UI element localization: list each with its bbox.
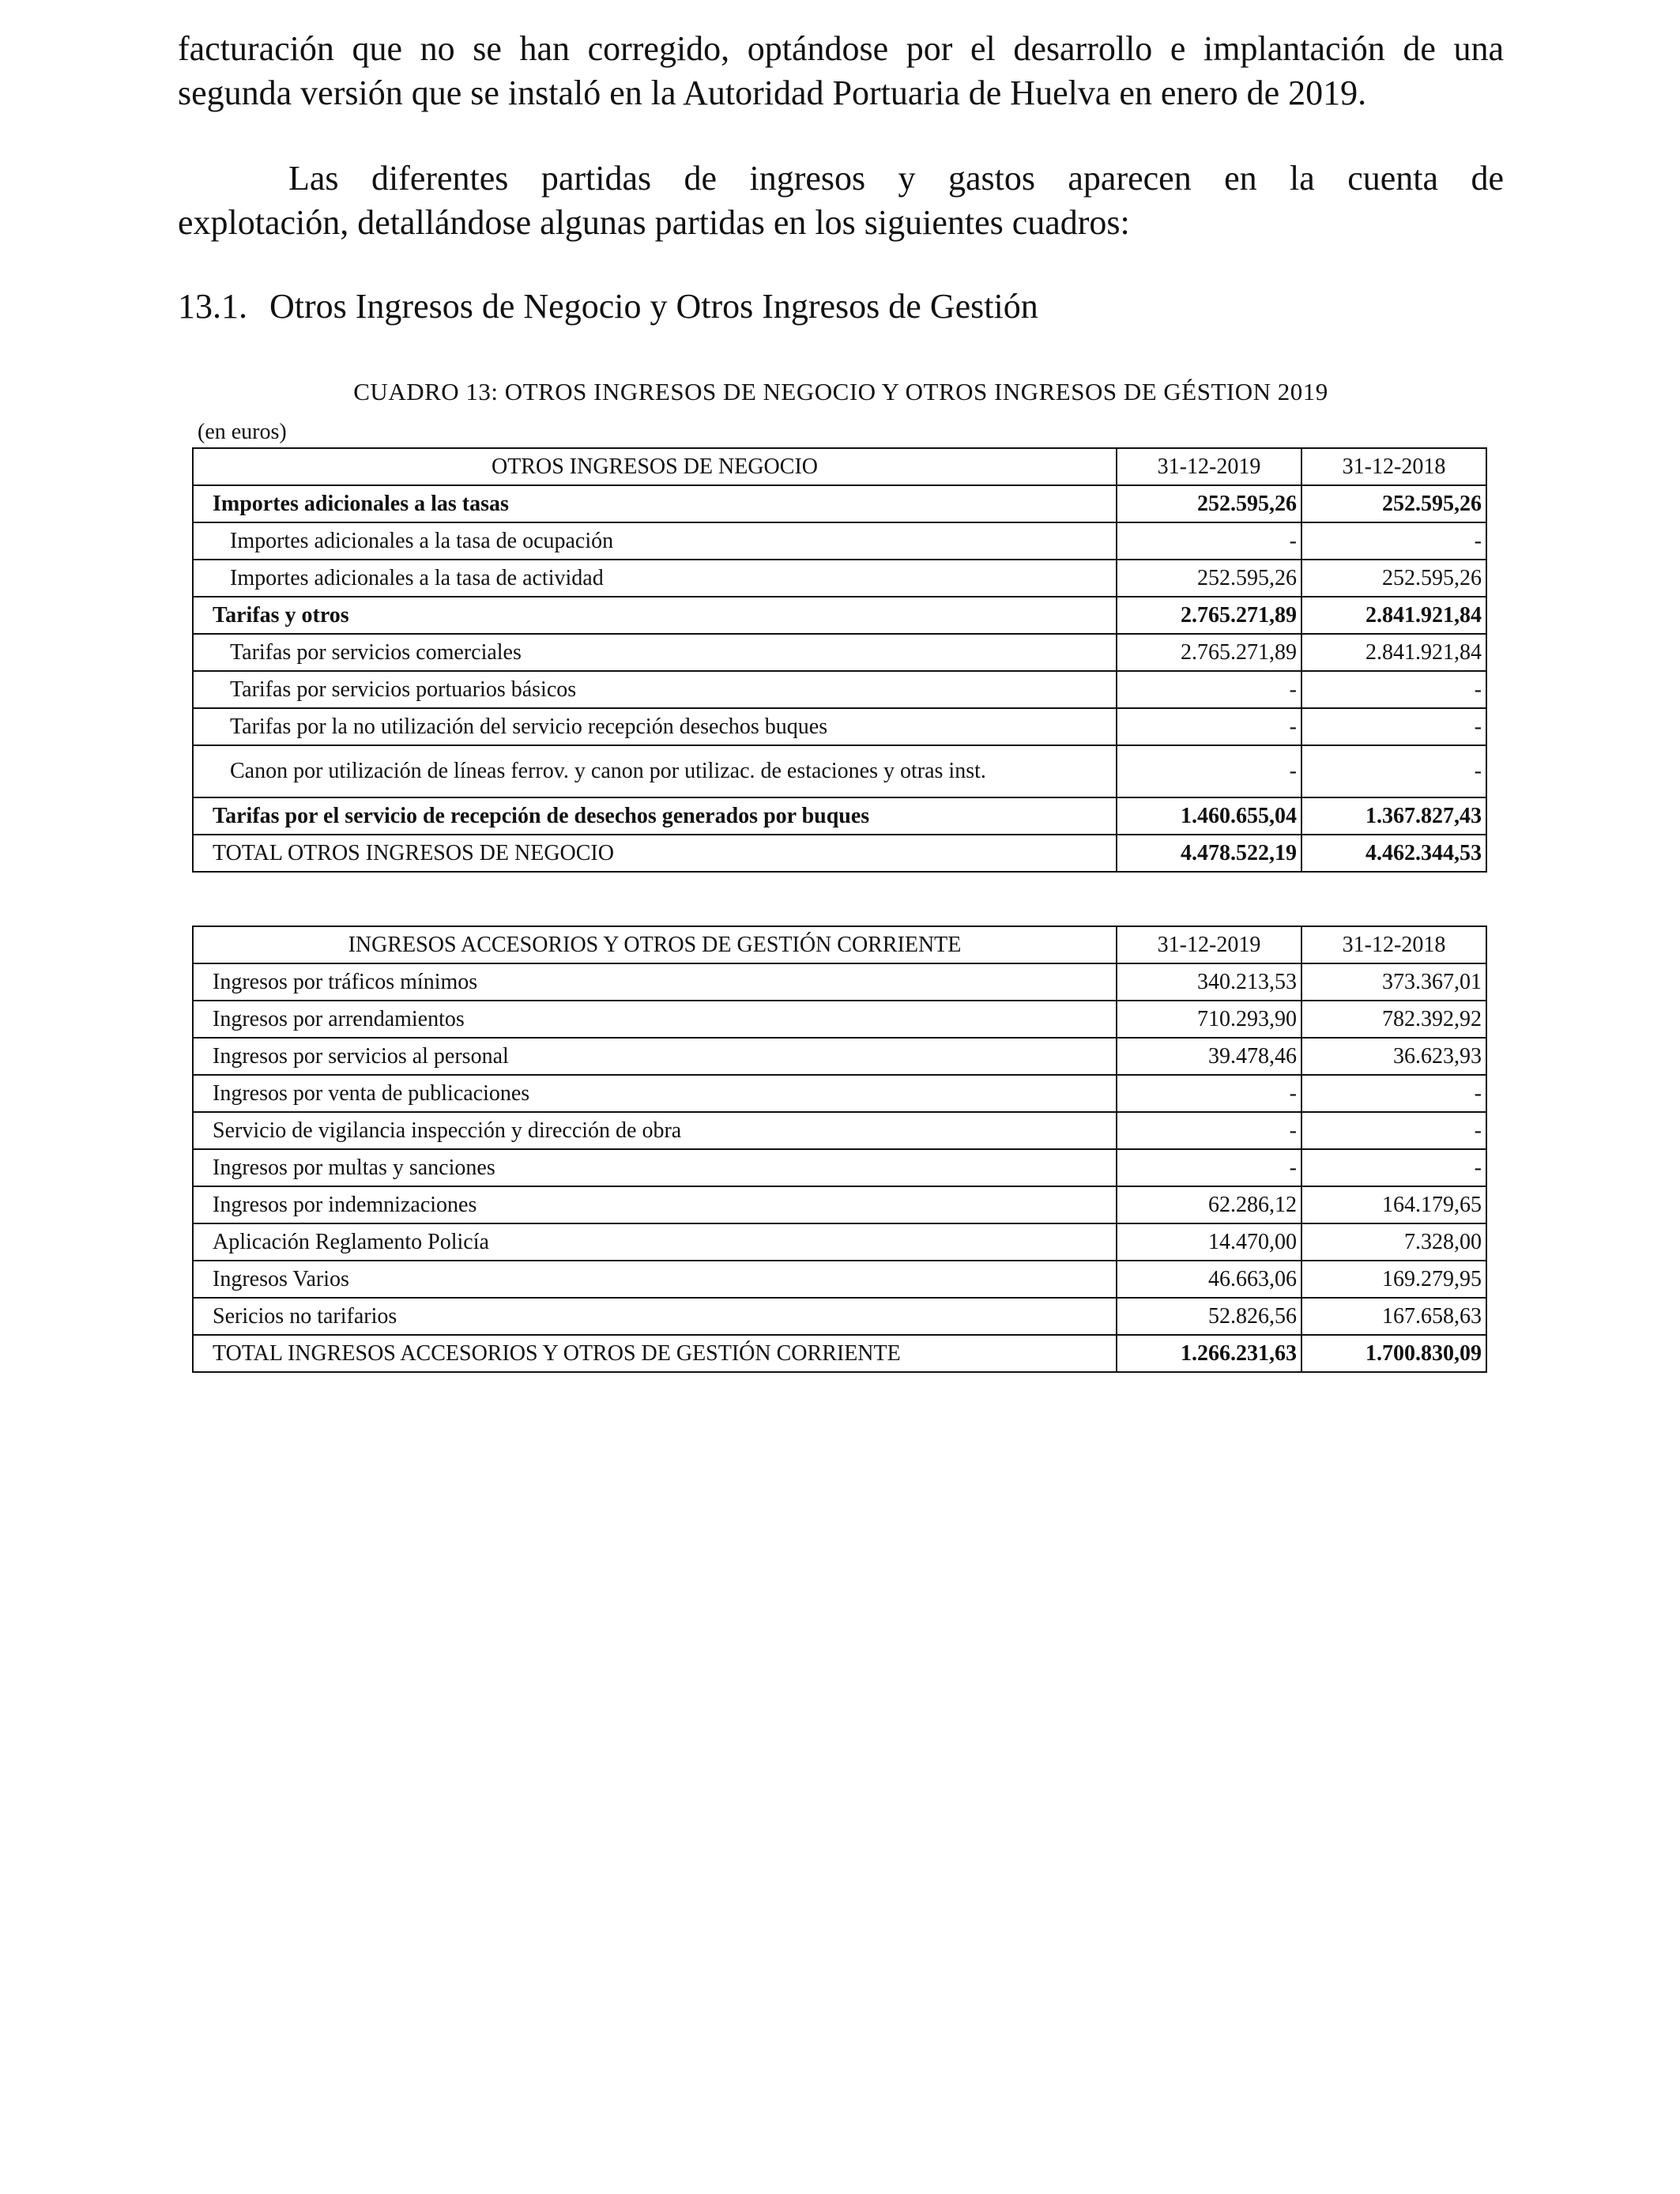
table-header-row (193, 448, 1486, 485)
row-label: Importes adicionales a la tasa de ocupación (193, 522, 1117, 560)
value-2018: - (1301, 1075, 1486, 1112)
value-2019: 2.765.271,89 (1117, 634, 1301, 671)
value-2019: - (1117, 708, 1301, 745)
explanation-paragraph (178, 156, 1504, 245)
value-2019: 52.826,56 (1117, 1298, 1301, 1335)
table-row (193, 1075, 1486, 1112)
value-2018: 2.841.921,84 (1301, 597, 1486, 634)
value-2018: - (1301, 1112, 1486, 1149)
value-2018: - (1301, 522, 1486, 560)
value-2018: - (1301, 708, 1486, 745)
value-2019: 1.266.231,63 (1117, 1335, 1301, 1372)
table-row (193, 1261, 1486, 1298)
value-2018: 7.328,00 (1301, 1223, 1486, 1261)
value-2019: - (1117, 1075, 1301, 1112)
value-2019: 14.470,00 (1117, 1223, 1301, 1261)
value-2018: 36.623,93 (1301, 1038, 1486, 1075)
value-2018: 2.841.921,84 (1301, 634, 1486, 671)
row-label: TOTAL INGRESOS ACCESORIOS Y OTROS DE GESTIÓN CORRIENTE (193, 1335, 1117, 1372)
row-label: Importes adicionales a las tasas (193, 485, 1117, 522)
explanation-paragraph-line-1: Las diferentes partidas de ingresos y gastos aparecen en la cuenta de (288, 159, 1504, 198)
row-label: Servicio de vigilancia inspección y dirección de obra (193, 1112, 1117, 1149)
explanation-paragraph-line-2: explotación, detallándose algunas partidas en los siguientes cuadros: (178, 203, 1130, 242)
row-label: Tarifas por servicios comerciales (193, 634, 1117, 671)
section-title: Otros Ingresos de Negocio y Otros Ingresos de Gestión (269, 287, 1038, 326)
ingresos-accesorios-table (192, 925, 1487, 1373)
row-label: TOTAL OTROS INGRESOS DE NEGOCIO (193, 835, 1117, 872)
table-row (193, 963, 1486, 1001)
units-note: (en euros) (198, 420, 287, 444)
row-label: Tarifas por la no utilización del servicio recepción desechos buques (193, 708, 1117, 745)
table-header-row (193, 926, 1486, 963)
row-label: Ingresos Varios (193, 1261, 1117, 1298)
value-2018: - (1301, 1149, 1486, 1186)
table-total-row (193, 835, 1486, 872)
table-row (193, 797, 1486, 835)
value-2019: 340.213,53 (1117, 963, 1301, 1001)
value-2019: 252.595,26 (1117, 560, 1301, 597)
table-row (193, 1112, 1486, 1149)
value-2018: - (1301, 671, 1486, 708)
table-row (193, 1038, 1486, 1075)
table-row (193, 671, 1486, 708)
row-label: Importes adicionales a la tasa de actividad (193, 560, 1117, 597)
table-row (193, 708, 1486, 745)
intro-paragraph (178, 27, 1504, 115)
table-row (193, 1223, 1486, 1261)
otros-ingresos-negocio-table (192, 447, 1487, 873)
value-2018: 169.279,95 (1301, 1261, 1486, 1298)
table-total-row (193, 1335, 1486, 1372)
row-label: Tarifas por servicios portuarios básicos (193, 671, 1117, 708)
row-label: Tarifas y otros (193, 597, 1117, 634)
value-2018: 252.595,26 (1301, 485, 1486, 522)
value-2019: 39.478,46 (1117, 1038, 1301, 1075)
row-label: Tarifas por el servicio de recepción de desechos generados por buques (193, 797, 1117, 835)
header-concept: INGRESOS ACCESORIOS Y OTROS DE GESTIÓN CORRIENTE (193, 926, 1117, 963)
value-2018: 164.179,65 (1301, 1186, 1486, 1223)
header-2018: 31-12-2018 (1301, 448, 1486, 485)
value-2019: 1.460.655,04 (1117, 797, 1301, 835)
value-2018: 373.367,01 (1301, 963, 1486, 1001)
table-row (193, 597, 1486, 634)
value-2018: 1.367.827,43 (1301, 797, 1486, 835)
table-row (193, 745, 1486, 797)
row-label: Ingresos por servicios al personal (193, 1038, 1117, 1075)
section-number: 13.1. (178, 287, 247, 326)
table-row (193, 1298, 1486, 1335)
header-2019: 31-12-2019 (1117, 926, 1301, 963)
value-2018: 167.658,63 (1301, 1298, 1486, 1335)
value-2018: 1.700.830,09 (1301, 1335, 1486, 1372)
table-row (193, 634, 1486, 671)
header-2018: 31-12-2018 (1301, 926, 1486, 963)
row-label: Ingresos por indemnizaciones (193, 1186, 1117, 1223)
value-2019: - (1117, 522, 1301, 560)
row-label: Ingresos por multas y sanciones (193, 1149, 1117, 1186)
table-row (193, 522, 1486, 560)
row-label: Canon por utilización de líneas ferrov. y canon por utilizac. de estaciones y otras inst. (193, 745, 1117, 797)
table-row (193, 485, 1486, 522)
value-2019: 710.293,90 (1117, 1001, 1301, 1038)
row-label: Ingresos por arrendamientos (193, 1001, 1117, 1038)
value-2019: 2.765.271,89 (1117, 597, 1301, 634)
table-row (193, 1001, 1486, 1038)
row-label: Sericios no tarifarios (193, 1298, 1117, 1335)
section-heading (178, 285, 1038, 329)
row-label: Aplicación Reglamento Policía (193, 1223, 1117, 1261)
intro-paragraph-line-1: facturación que no se han corregido, optándose por el desarrollo e implantación de una (178, 29, 1504, 68)
table-row (193, 1186, 1486, 1223)
value-2018: 252.595,26 (1301, 560, 1486, 597)
value-2018: 4.462.344,53 (1301, 835, 1486, 872)
value-2019: 4.478.522,19 (1117, 835, 1301, 872)
header-concept: OTROS INGRESOS DE NEGOCIO (193, 448, 1117, 485)
table-row (193, 1149, 1486, 1186)
header-2019: 31-12-2019 (1117, 448, 1301, 485)
table-caption: CUADRO 13: OTROS INGRESOS DE NEGOCIO Y OTROS INGRESOS DE GÉSTION 2019 (353, 378, 1328, 405)
value-2019: 62.286,12 (1117, 1186, 1301, 1223)
value-2019: 252.595,26 (1117, 485, 1301, 522)
value-2019: - (1117, 1149, 1301, 1186)
value-2019: - (1117, 671, 1301, 708)
intro-paragraph-line-2: segunda versión que se instaló en la Autoridad Portuaria de Huelva en enero de 2019. (178, 74, 1367, 112)
value-2018: 782.392,92 (1301, 1001, 1486, 1038)
table-row (193, 560, 1486, 597)
value-2018: - (1301, 745, 1486, 797)
value-2019: - (1117, 1112, 1301, 1149)
value-2019: 46.663,06 (1117, 1261, 1301, 1298)
row-label: Ingresos por venta de publicaciones (193, 1075, 1117, 1112)
value-2019: - (1117, 745, 1301, 797)
row-label: Ingresos por tráficos mínimos (193, 963, 1117, 1001)
